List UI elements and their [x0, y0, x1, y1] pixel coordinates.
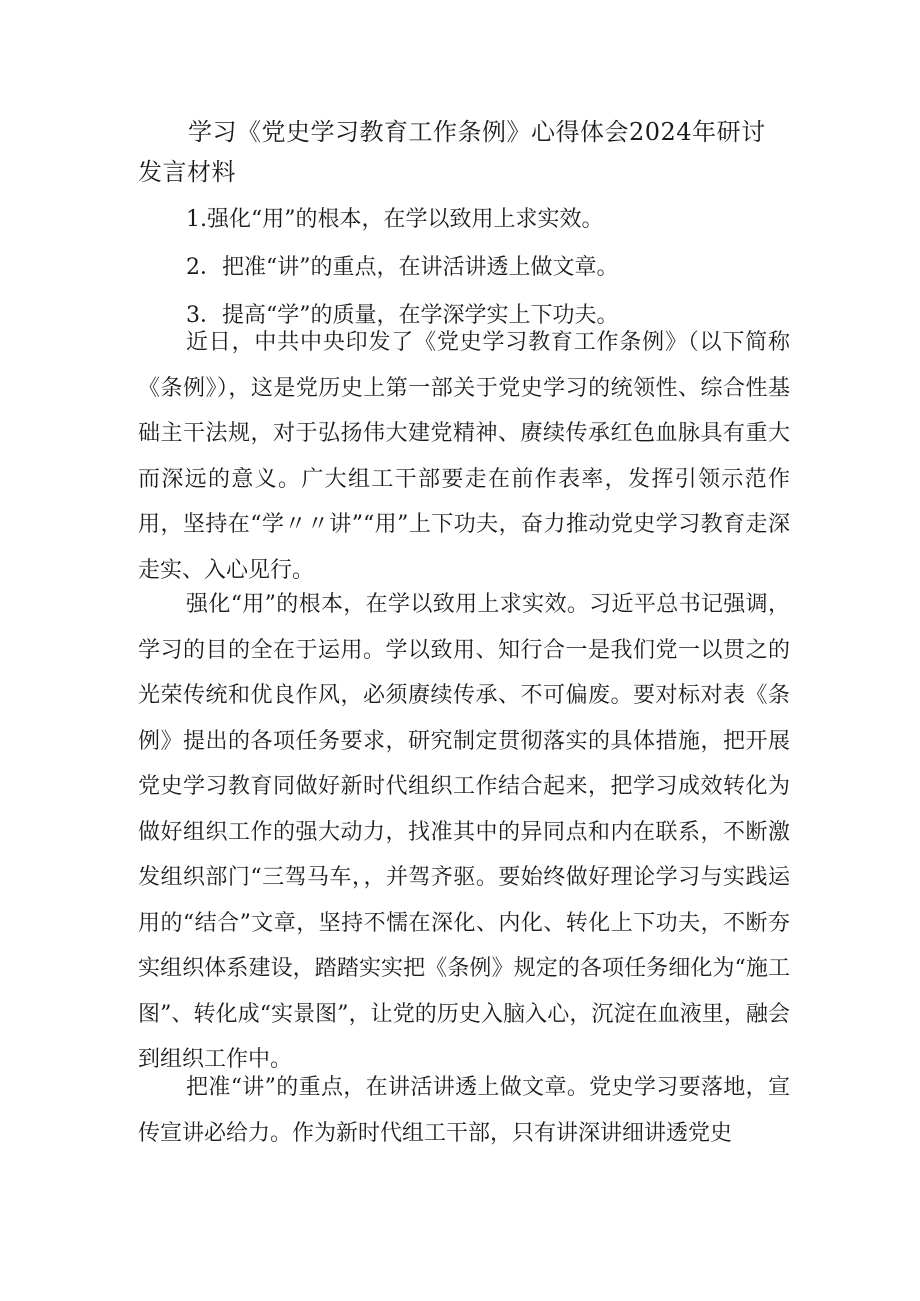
paragraph-use: 强化“用”的根本，在学以致用上求实效。习近平总书记强调，学习的目的全在于运用。学以致用、知行合一是我们党一以贯之的光荣传统和优良作风，必须赓续传承、不可偏废。要对标对表《条例》提出的各项任务要求，研究制定贯彻落实的具体措施，把开展党史学习教育同做好新时代组织工作结合起来，把学习成效转化为做好组织工作的强大动力，找准其中的异同点和内在联系，不断激发组织部门“三驾马车，，并驾齐驱。要始终做好理论学习与实践运用的“结合”文章，坚持不懦在深化、内化、转化上下功夫，不断夯实组织体系建设，踏踏实实把《条例》规定的各项任务细化为“施工图”、转化成“实景图”，让党的历史入脑入心，沉淀在血液里，融会到组织工作中。 — [138, 592, 790, 1072]
outline-item: 2．把准“讲”的重点，在讲活讲透上做文章。 — [186, 255, 619, 280]
outline-item: 3．提高“学”的质量，在学深学实上下功夫。 — [186, 303, 619, 328]
paragraph-speak: 把准“讲”的重点，在讲活讲透上做文章。党史学习要落地，宣传宣讲必给力。作为新时代组工干部，只有讲深讲细讲透党史 — [138, 1075, 790, 1146]
document-title: 学习《党史学习教育工作条例》心得体会2024年研讨发言材料 — [138, 118, 766, 186]
outline-item: 1.强化“用”的根本，在学以致用上求实效。 — [186, 207, 604, 232]
outline-list — [186, 196, 619, 340]
paragraph-intro: 近日，中共中央印发了《党史学习教育工作条例》（以下简称《条例》），这是党历史上第一部关于党史学习的统领性、综合性基础主干法规，对于弘扬伟大建党精神、赓续传承红色血脉具有重大而深远的意义。广大组工干部要走在前作表率，发挥引领示范作用，坚持在“学〃〃讲”“用”上下功夫，奋力推动党史学习教育走深走实、入心见行。 — [138, 330, 790, 583]
